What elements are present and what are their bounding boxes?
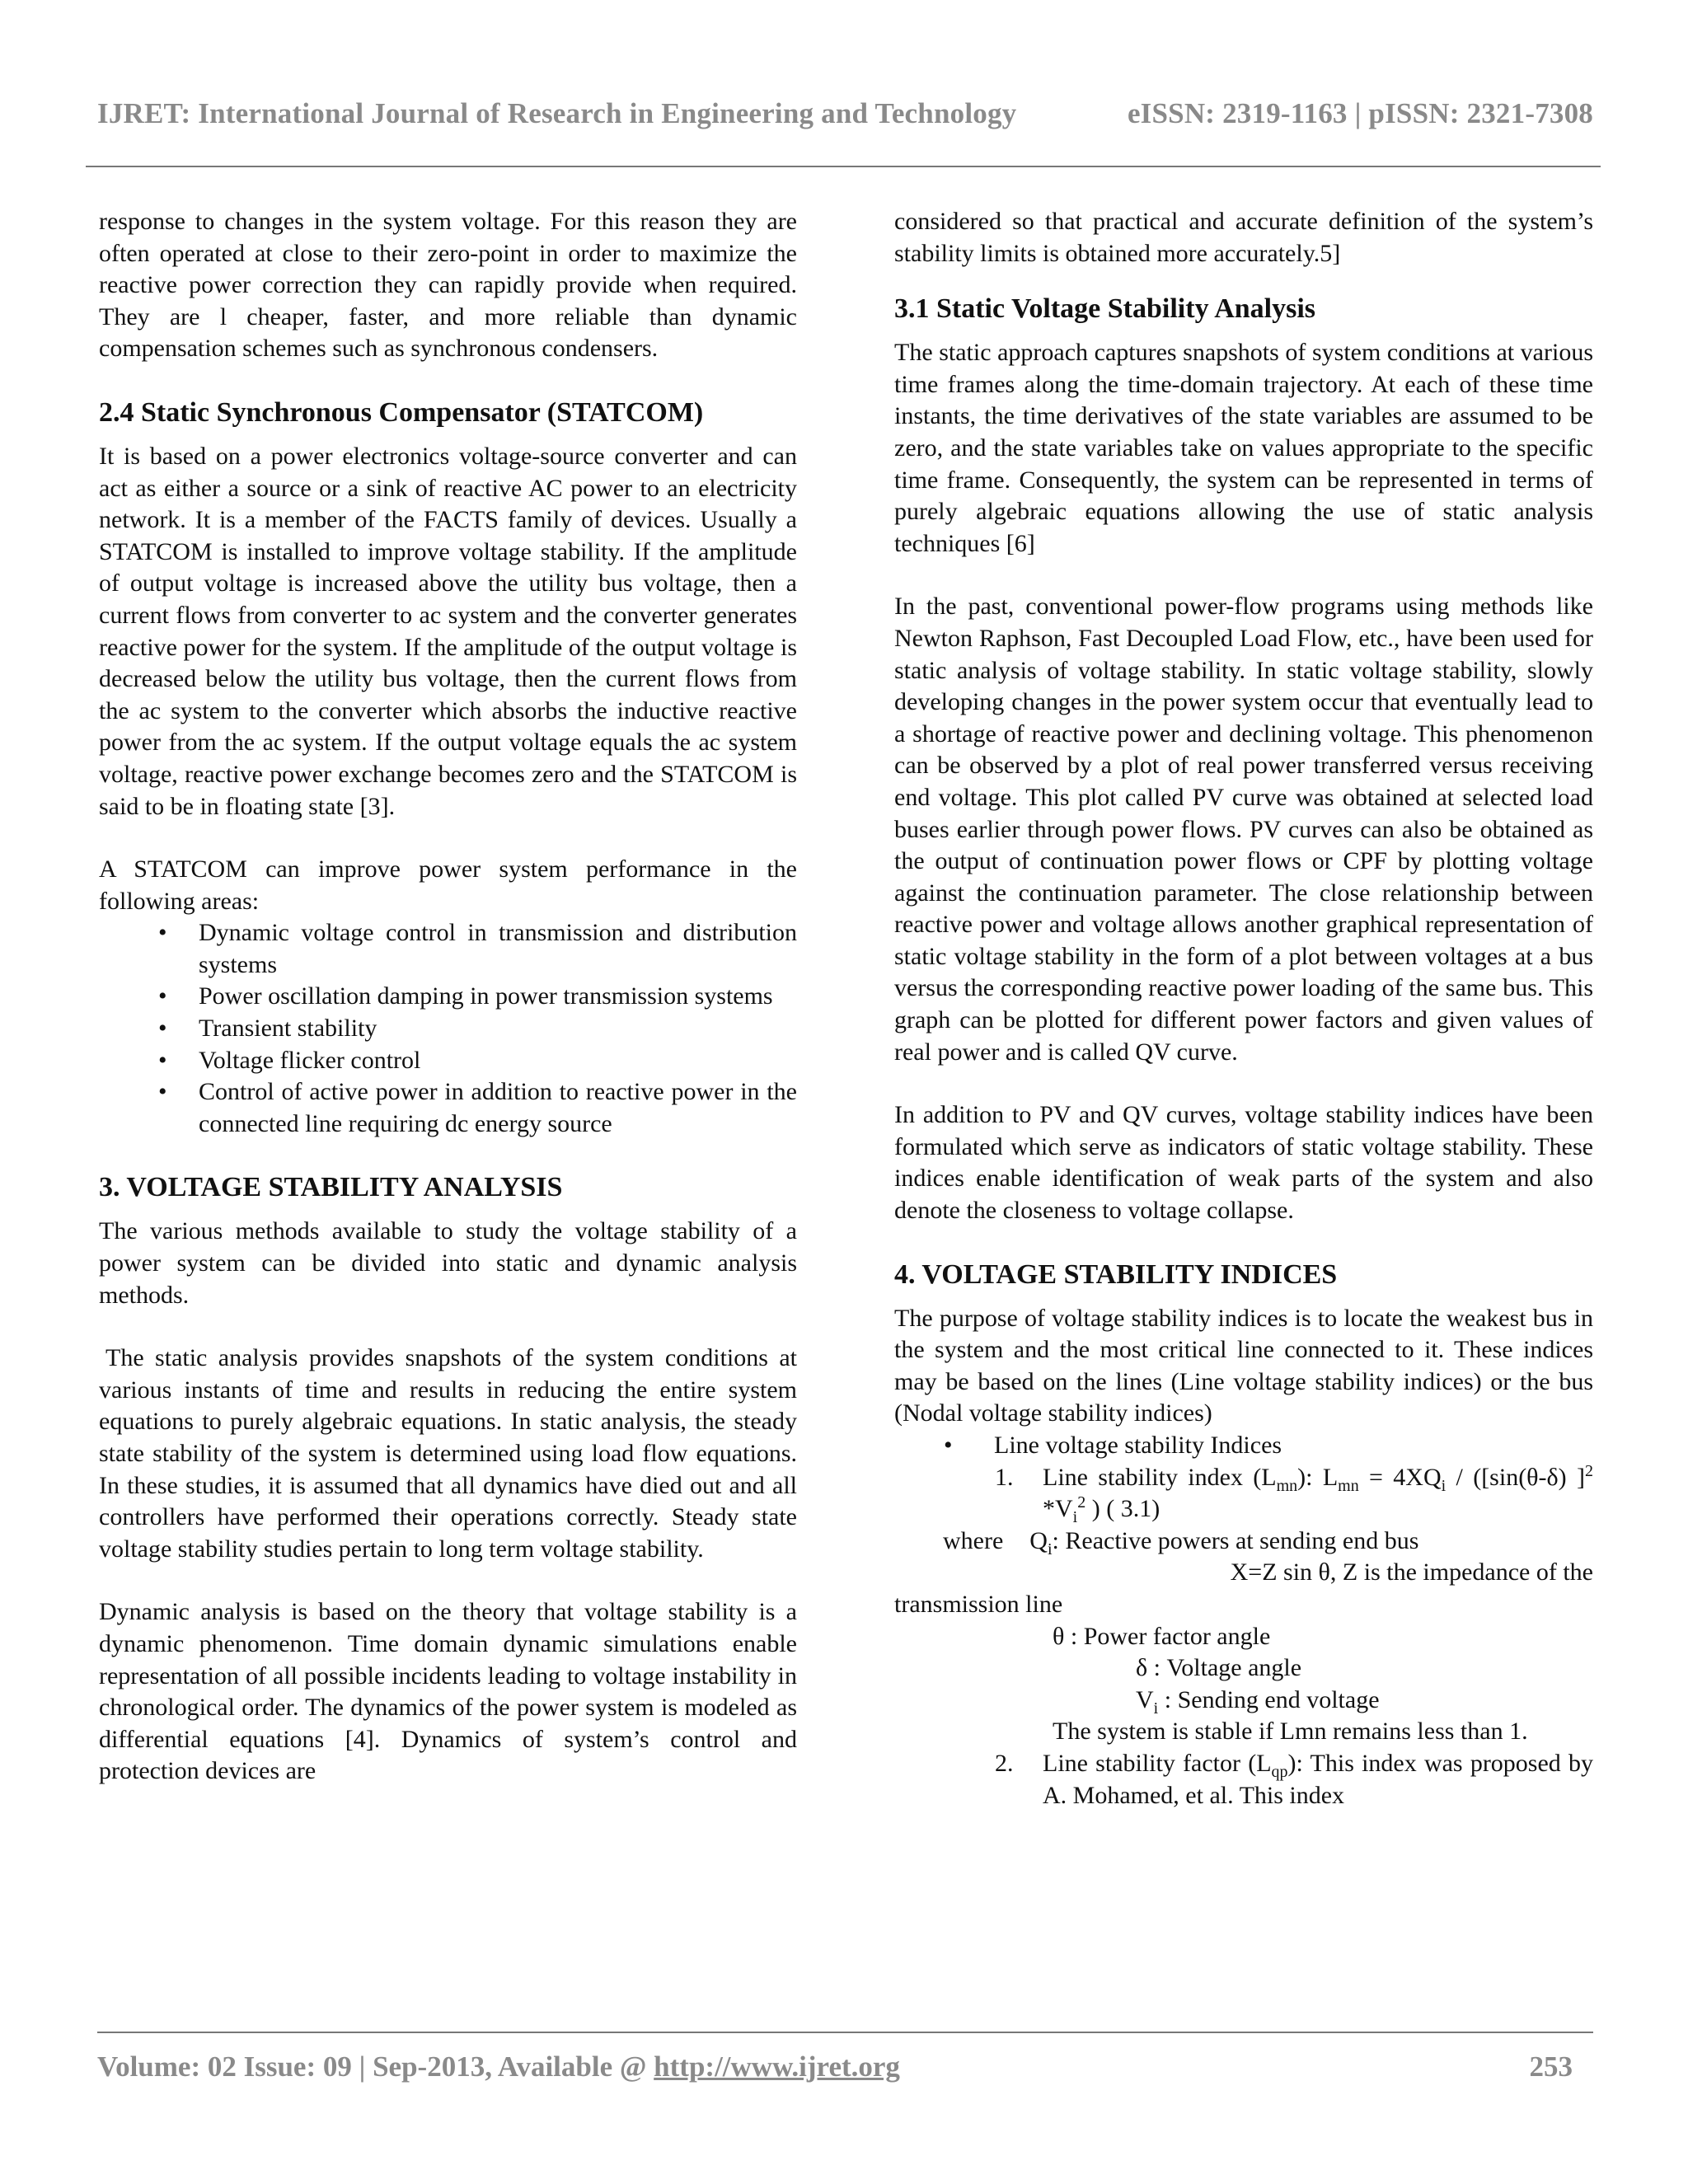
bullet-icon: • xyxy=(158,1015,167,1043)
paragraph: It is based on a power electronics voltage-source converter and can act as either a source or a sink of reactive AC power to an electricity network. It is a member of the FACTS family of devices. Usually a STATCOM is installed to improve voltage stability. If the amplitude of output voltage is increased above the utility bus voltage, then a current flows from converter to ac system and the converter generates reactive power for the system. If the amplitude of the output voltage is decreased below the utility bus voltage, then the current flows from the ac system to the converter which absorbs the inductive reactive power from the ac system. If the output voltage equals the ac system voltage, reactive power exchange becomes zero and the STATCOM is said to be in floating state [3]. xyxy=(99,442,797,820)
journal-title: IJRET: International Journal of Research in Engineering and Technology xyxy=(97,97,1017,129)
numbered-item-2: 2. Line stability factor $(L_{qp})$: This index was proposed by A. Mohamed, et al. This index xyxy=(995,1749,1594,1809)
issn: eISSN: 2319-1163 | pISSN: 2321-7308 xyxy=(1127,97,1593,129)
paragraph: The purpose of voltage stability indices is to locate the weakest bus in the system and the most critical line connected to it. These indices may be based on the lines (Line voltage stability indices) or the bus (Nodal voltage stability indices) xyxy=(894,1304,1593,1427)
section-heading-4: 4. VOLTAGE STABILITY INDICES xyxy=(894,1258,1338,1290)
numbered-item-1: 1. Line stability index $(L_{mn})$: $L_{mn} = 4XQ_i / ([\sin(\theta-\delta)$ ]$^2$ $*V_i^2$ ) ( 3.1) xyxy=(995,1461,1593,1527)
delta-definition: δ : Voltage angle xyxy=(1136,1654,1302,1682)
section-heading-2-4: 2.4 Static Synchronous Compensator (STATCOM) xyxy=(99,396,704,428)
paragraph: response to changes in the system voltage. For this reason they are often operated at close to their zero-point in order to maximize the reactive power correction they can rapidly provide when required. They are l cheaper, faster, and more reliable than dynamic compensation schemes such as synchronous condensers. xyxy=(99,208,797,363)
list-item: • Dynamic voltage control in transmission and distribution systems xyxy=(158,919,797,978)
paragraph: The various methods available to study the voltage stability of a power system can be divided into static and dynamic analysis methods. xyxy=(99,1217,797,1309)
paragraph: considered so that practical and accurate definition of the system’s stability limits is obtained more accurately.5] xyxy=(894,208,1593,267)
list-item: • Control of active power in addition to reactive power in the connected line requiring dc energy source xyxy=(158,1078,797,1137)
theta-definition: θ : Power factor angle xyxy=(1053,1622,1271,1650)
list-item: • Line voltage stability Indices xyxy=(894,1430,1593,1462)
paragraph: In addition to PV and QV curves, voltage stability indices have been formulated which serve as indicators of static voltage stability. These indices enable identification of weak parts of the system and also denote the closeness to voltage collapse. xyxy=(894,1101,1593,1225)
running-header xyxy=(97,97,1593,130)
page-number: 253 xyxy=(1529,2050,1573,2083)
right-column xyxy=(894,206,1593,1811)
bullet-icon: • xyxy=(158,1078,167,1106)
footer-rule xyxy=(97,2032,1593,2033)
stability-condition: The system is stable if Lmn remains less than 1. xyxy=(1053,1718,1528,1746)
volume-info: Volume: 02 Issue: 09 | Sep-2013, Available @ http://www.ijret.org xyxy=(97,2050,900,2083)
list-item: • Power oscillation damping in power transmission systems xyxy=(99,981,797,1013)
paragraph: The static approach captures snapshots of system conditions at various time frames along the time-domain trajectory. At each of these time instants, the time derivatives of the state variables are assumed to be zero, and the state variables take on values appropriate to the specific time frame. Consequently, the system can be represented in terms of purely algebraic equations allowing the use of static analysis techniques [6] xyxy=(894,339,1593,557)
bullet-icon: • xyxy=(158,982,167,1010)
bullet-icon: • xyxy=(158,1046,167,1074)
paragraph: Dynamic analysis is based on the theory that voltage stability is a dynamic phenomenon. Time domain dynamic simulations enable representation of all possible incidents leading to voltage instability in chronological order. The dynamics of the power system is modeled as differential equations [4]. Dynamics of system’s control and protection devices are xyxy=(99,1598,797,1785)
list-item: • Voltage flicker control xyxy=(99,1045,797,1077)
paragraph: The static analysis provides snapshots of the system conditions at various instants of time and results in reducing the entire system equations to purely algebraic equations. In static analysis, the steady state stability of the system is determined using load flow equations. In these studies, it is assumed that all dynamics have died out and all controllers have performed their operations correctly. Steady state voltage stability studies pertain to long term voltage stability. xyxy=(99,1344,797,1563)
where-line: where $Q_i$: Reactive powers at sending end bus xyxy=(943,1526,1419,1558)
vi-definition: $V_i$ : Sending end voltage xyxy=(1136,1685,1380,1718)
bullet-icon: • xyxy=(944,1432,953,1459)
running-footer xyxy=(97,2050,1573,2083)
section-heading-3: 3. VOLTAGE STABILITY ANALYSIS xyxy=(99,1172,563,1203)
header-rule xyxy=(86,166,1601,167)
paragraph: In the past, conventional power-flow programs using methods like Newton Raphson, Fast Decoupled Load Flow, etc., have been used for static analysis of voltage stability. In static voltage stability, slowly developing changes in the power system occur that eventually lead to a shortage of reactive power and declining voltage. This phenomenon can be observed by a plot of real power transferred versus receiving end voltage. This plot called PV curve was obtained at selected load buses earlier through power flows. PV curves can also be obtained as the output of continuation power flows or CPF by plotting voltage against the continuation parameter. The close relationship between reactive power and voltage allows another graphical representation of static voltage stability in the form of a plot between voltages at a bus versus the corresponding reactive power loading of the same bus. This graph can be plotted for different power factors and given values of real power and is called QV curve. xyxy=(894,593,1593,1066)
bullet-list xyxy=(99,917,797,1140)
section-heading-3-1: 3.1 Static Voltage Stability Analysis xyxy=(894,293,1316,325)
list-item: • Transient stability xyxy=(99,1013,797,1045)
left-column xyxy=(99,206,797,1788)
journal-link[interactable]: http://www.ijret.org xyxy=(654,2050,900,2083)
x-definition-cont: transmission line xyxy=(894,1590,1063,1618)
bullet-icon: • xyxy=(158,919,167,947)
paragraph: A STATCOM can improve power system performance in the following areas: xyxy=(99,855,797,915)
x-definition: X=Z sin θ, Z is the impedance of the xyxy=(1230,1558,1593,1586)
